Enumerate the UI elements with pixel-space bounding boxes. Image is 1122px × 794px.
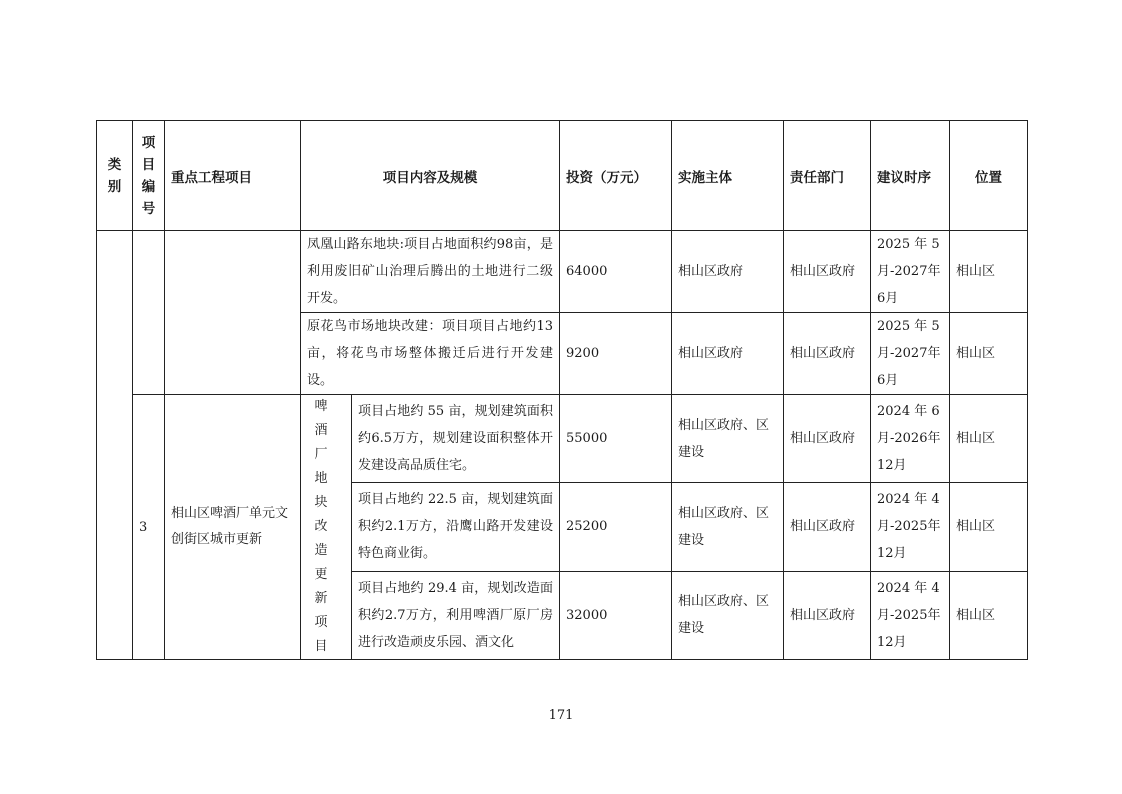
investment-cell: 9200 xyxy=(560,313,672,395)
content-cell: 项目占地约 55 亩，规划建筑面积约6.5万方，规划建设面积整体开发建设高品质住宅。 xyxy=(352,395,560,483)
location-cell: 相山区 xyxy=(950,313,1028,395)
header-entity: 实施主体 xyxy=(672,121,784,231)
subproject-label: 啤酒厂地块改造更新项目 xyxy=(314,399,338,654)
timeline-cell: 2024 年 4 月-2025年12月 xyxy=(871,571,950,659)
header-investment: 投资（万元） xyxy=(560,121,672,231)
header-content: 项目内容及规模 xyxy=(301,121,560,231)
number-cell-empty xyxy=(133,231,165,395)
entity-cell: 相山区政府、区建设 xyxy=(672,395,784,483)
investment-cell: 32000 xyxy=(560,571,672,659)
location-cell: 相山区 xyxy=(950,483,1028,571)
department-cell: 相山区政府 xyxy=(784,395,871,483)
header-category: 类 别 xyxy=(97,121,133,231)
entity-cell: 相山区政府 xyxy=(672,313,784,395)
location-cell: 相山区 xyxy=(950,571,1028,659)
table-row xyxy=(97,395,1028,483)
header-number: 项 目 编 号 xyxy=(133,121,165,231)
timeline-cell: 2024 年 6 月-2026年12月 xyxy=(871,395,950,483)
investment-cell: 25200 xyxy=(560,483,672,571)
header-timeline: 建议时序 xyxy=(871,121,950,231)
location-cell: 相山区 xyxy=(950,231,1028,313)
entity-cell: 相山区政府、区建设 xyxy=(672,483,784,571)
table-header-row xyxy=(97,121,1028,231)
department-cell: 相山区政府 xyxy=(784,313,871,395)
category-cell xyxy=(97,231,133,660)
department-cell: 相山区政府 xyxy=(784,571,871,659)
project-cell-empty xyxy=(165,231,301,395)
content-cell: 原花鸟市场地块改建：项目项目占地约13 亩，将花鸟市场整体搬迁后进行开发建设。 xyxy=(301,313,560,395)
department-cell: 相山区政府 xyxy=(784,483,871,571)
header-location: 位置 xyxy=(950,121,1028,231)
content-cell: 项目占地约 29.4 亩，规划改造面积约2.7万方，利用啤酒厂原厂房进行改造顽皮乐园、酒文化 xyxy=(352,571,560,659)
group3-number: 3 xyxy=(133,395,165,660)
location-cell: 相山区 xyxy=(950,395,1028,483)
timeline-cell: 2024 年 4 月-2025年12月 xyxy=(871,483,950,571)
entity-cell: 相山区政府、区建设 xyxy=(672,571,784,659)
header-department: 责任部门 xyxy=(784,121,871,231)
content-cell: 项目占地约 22.5 亩，规划建筑面积约2.1万方，沿鹰山路开发建设特色商业街。 xyxy=(352,483,560,571)
group3-subproject-name xyxy=(301,395,352,660)
timeline-cell: 2025 年 5 月-2027年6月 xyxy=(871,313,950,395)
timeline-cell: 2025 年 5 月-2027年6月 xyxy=(871,231,950,313)
content-cell: 凤凰山路东地块:项目占地面积约98亩，是利用废旧矿山治理后腾出的土地进行二级开发。 xyxy=(301,231,560,313)
investment-cell: 55000 xyxy=(560,395,672,483)
page-number: 171 xyxy=(548,708,574,723)
department-cell: 相山区政府 xyxy=(784,231,871,313)
entity-cell: 相山区政府 xyxy=(672,231,784,313)
table-row xyxy=(97,231,1028,313)
header-project: 重点工程项目 xyxy=(165,121,301,231)
project-table xyxy=(96,120,1028,660)
investment-cell: 64000 xyxy=(560,231,672,313)
group3-project-name: 相山区啤酒厂单元文创街区城市更新 xyxy=(165,395,301,660)
